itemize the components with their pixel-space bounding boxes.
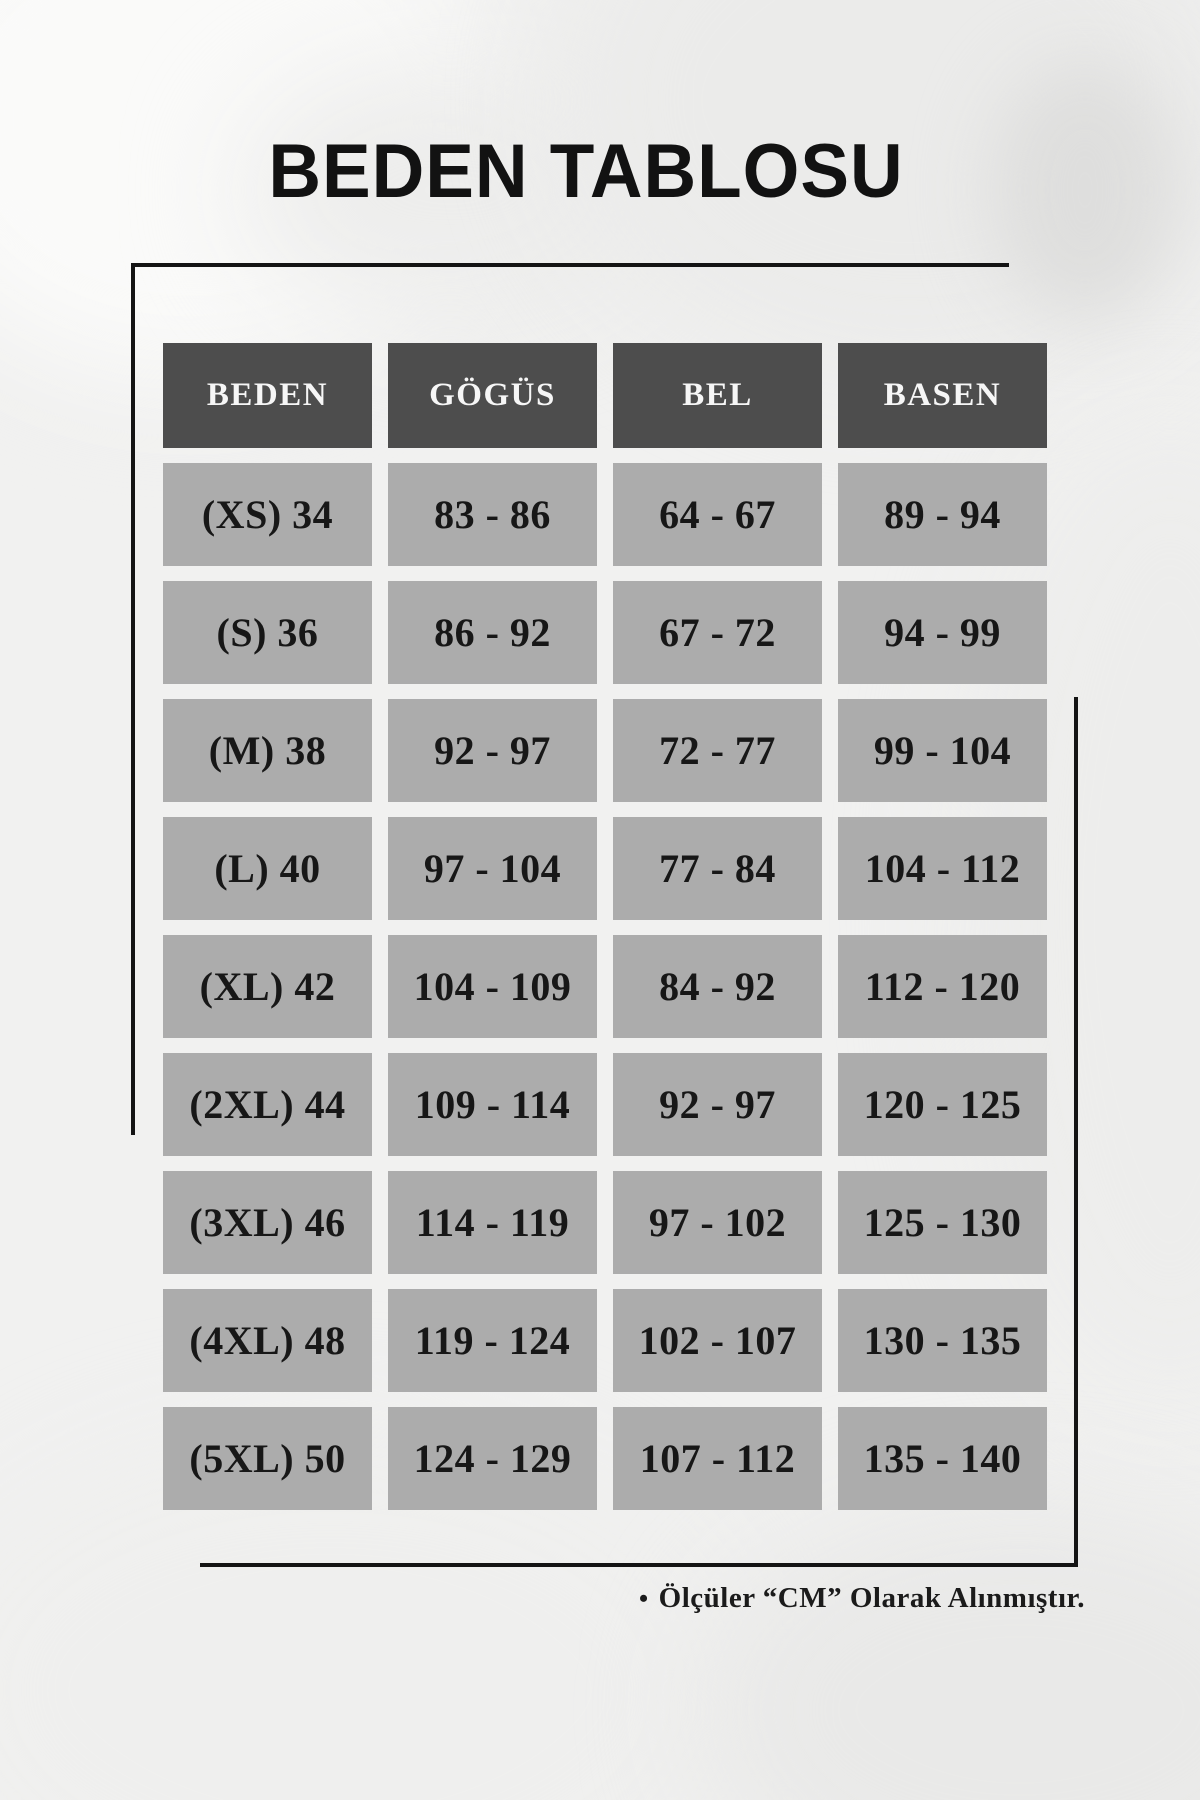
frame-line-right xyxy=(1074,697,1078,1567)
table-cell-size: (XL) 42 xyxy=(163,935,372,1038)
table-cell-hip: 112 - 120 xyxy=(838,935,1047,1038)
header-cell-bel: BEL xyxy=(613,343,822,448)
table-cell-hip: 94 - 99 xyxy=(838,581,1047,684)
table-cell-waist: 77 - 84 xyxy=(613,817,822,920)
table-cell-size: (L) 40 xyxy=(163,817,372,920)
table-cell-chest: 92 - 97 xyxy=(388,699,597,802)
frame-line-left xyxy=(131,263,135,1135)
table-cell-chest: 124 - 129 xyxy=(388,1407,597,1510)
table-cell-waist: 67 - 72 xyxy=(613,581,822,684)
table-cell-hip: 89 - 94 xyxy=(838,463,1047,566)
table-cell-waist: 64 - 67 xyxy=(613,463,822,566)
table-cell-size: (5XL) 50 xyxy=(163,1407,372,1510)
table-cell-waist: 92 - 97 xyxy=(613,1053,822,1156)
note-text: Ölçüler “CM” Olarak Alınmıştır. xyxy=(658,1582,1085,1614)
table-cell-size: (M) 38 xyxy=(163,699,372,802)
table-cell-waist: 72 - 77 xyxy=(613,699,822,802)
table-cell-chest: 109 - 114 xyxy=(388,1053,597,1156)
table-cell-waist: 107 - 112 xyxy=(613,1407,822,1510)
header-cell-gogus: GÖGÜS xyxy=(388,343,597,448)
header-cell-basen: BASEN xyxy=(838,343,1047,448)
table-cell-hip: 130 - 135 xyxy=(838,1289,1047,1392)
table-cell-chest: 104 - 109 xyxy=(388,935,597,1038)
table-cell-chest: 114 - 119 xyxy=(388,1171,597,1274)
table-cell-size: (3XL) 46 xyxy=(163,1171,372,1274)
table-cell-hip: 135 - 140 xyxy=(838,1407,1047,1510)
table-cell-waist: 84 - 92 xyxy=(613,935,822,1038)
size-table xyxy=(163,343,1047,1510)
table-cell-waist: 102 - 107 xyxy=(613,1289,822,1392)
background-blob xyxy=(700,1500,1200,1800)
table-cell-size: (2XL) 44 xyxy=(163,1053,372,1156)
table-cell-chest: 83 - 86 xyxy=(388,463,597,566)
table-cell-chest: 119 - 124 xyxy=(388,1289,597,1392)
table-cell-size: (XS) 34 xyxy=(163,463,372,566)
table-cell-hip: 125 - 130 xyxy=(838,1171,1047,1274)
table-cell-hip: 99 - 104 xyxy=(838,699,1047,802)
note-bullet-icon: • xyxy=(639,1584,649,1613)
table-cell-waist: 97 - 102 xyxy=(613,1171,822,1274)
table-cell-hip: 104 - 112 xyxy=(838,817,1047,920)
frame-line-top xyxy=(131,263,1009,267)
table-cell-chest: 86 - 92 xyxy=(388,581,597,684)
header-cell-beden: BEDEN xyxy=(163,343,372,448)
table-cell-size: (S) 36 xyxy=(163,581,372,684)
table-cell-hip: 120 - 125 xyxy=(838,1053,1047,1156)
table-cell-chest: 97 - 104 xyxy=(388,817,597,920)
table-cell-size: (4XL) 48 xyxy=(163,1289,372,1392)
page-title: BEDEN TABLOSU xyxy=(268,129,904,214)
frame-line-bottom xyxy=(200,1563,1078,1567)
measurement-note xyxy=(639,1582,1085,1615)
